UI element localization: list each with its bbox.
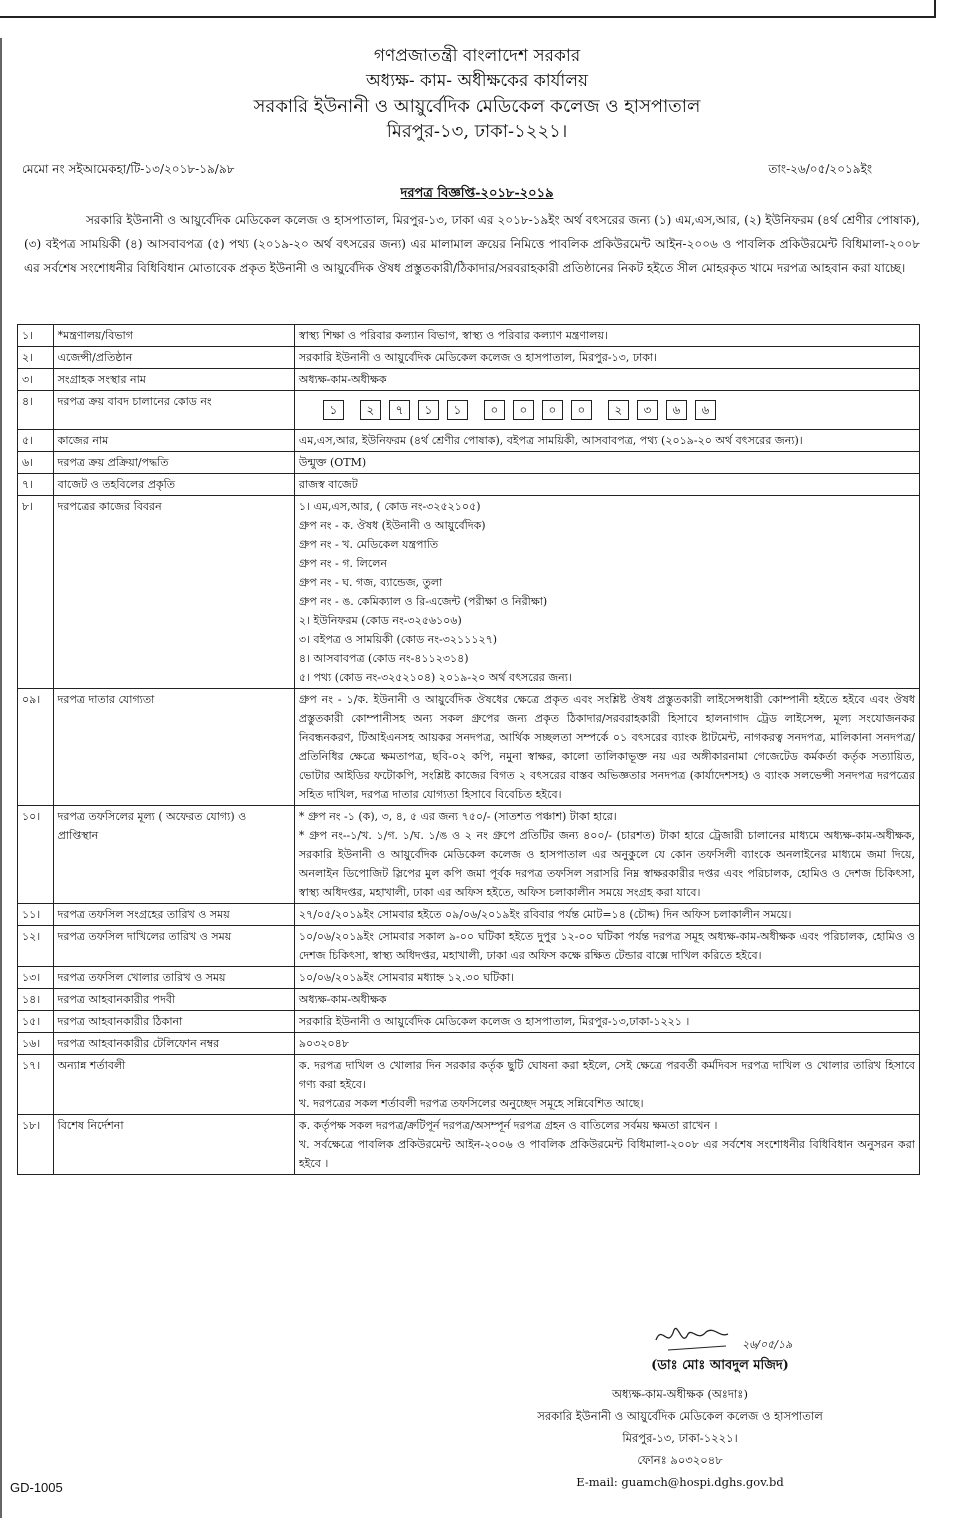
code-digit: ৭ bbox=[389, 400, 410, 420]
row-label: সংগ্রাহক সংস্থার নাম bbox=[53, 369, 294, 391]
table-row bbox=[18, 347, 920, 369]
code-digit: ২ bbox=[360, 400, 381, 420]
row-number: ৩। bbox=[18, 369, 54, 391]
row-number: ১। bbox=[18, 325, 54, 347]
memo-date: তাং-২৬/০৫/২০১৯ইং bbox=[768, 162, 872, 176]
table-row bbox=[18, 904, 920, 926]
code-digit: ০ bbox=[571, 400, 592, 420]
row-value: স্বাস্থ্য শিক্ষা ও পরিবার কল্যান বিভাগ, স্বাস্থ্য ও পরিবার কল্যাণ মন্ত্রণালয়। bbox=[294, 325, 919, 347]
table-row bbox=[18, 926, 920, 967]
row-number: ১৬। bbox=[18, 1033, 54, 1055]
code-digit: ৩ bbox=[637, 400, 658, 420]
row-number: ১৫। bbox=[18, 1011, 54, 1033]
row-number: ১৮। bbox=[18, 1115, 54, 1175]
row-number: ১০। bbox=[18, 806, 54, 904]
row-number: ১২। bbox=[18, 926, 54, 967]
instruction-line: ক. কর্তৃপক্ষ সকল দরপত্র/ক্রটিপূর্ন দরপত্র/অসম্পূর্ন দরপত্র গ্রহন ও বাতিলের সর্বময় ক্ষমতা রাখেন । bbox=[298, 1119, 718, 1132]
signatory-phone: ফোনঃ ৯০৩২০৪৮ bbox=[637, 1453, 723, 1467]
work-line: গ্রুপ নং - ঘ. গজ, ব্যান্ডেজ, তুলা bbox=[298, 576, 443, 589]
notice-title-text: দরপত্র বিজ্ঞপ্তি-২০১৮-২০১৯ bbox=[400, 186, 554, 201]
challan-code-boxes bbox=[323, 400, 915, 420]
row-label: দরপত্র তফসিলের মূল্য ( অফেরত যোগ্য) ও প্রাপ্তিস্থান bbox=[53, 806, 294, 904]
header-govt: গণপ্রজাতন্ত্রী বাংলাদেশ সরকার bbox=[373, 46, 581, 66]
row-label: বিশেষ নির্দেশনা bbox=[53, 1115, 294, 1175]
row-value: গ্রুপ নং - ১/ক. ইউনানী ও আয়ুর্বেদিক ঔষধের ক্ষেত্রে প্রকৃত এবং সংশ্লিষ্ট ঔষধ প্রস্তুতকারী লাইসেন্সধারী কোম্পানী হইতে হইবে এবং ঔষধ প্রস্তুতকারী কোম্পানীসহ অন্য সকল গ্রুপের জন্য প্রকৃত ঠিকাদার/সরবরাহকারী হিসাবে হালনাগাদ ট্রেড লাইসেন্স, মূল্য সংযোজনকর নিবন্ধনকরণ, টিআইএনসহ আয়কর সনদপত্র, আর্থিক সচ্ছলতা সম্পর্কে ০১ বৎসরের ব্যাংক ষ্টাটমেন্ট, নাগকরত্ব সনদপত্র, মালিকানা সনদপত্র/প্রতিনিধির ক্ষেত্রে ক্ষমতাপত্র, ছবি-০২ কপি, নমুনা স্বাক্ষর, কালো তালিকাভূক্ত নয় এর অঙ্গীকারনামা গেজেটেড কর্মকর্তা কর্তৃক সত্যায়িত, ভোটার আইডির ফটোকপি, সংশ্লিষ্ট কাজের বিগত ২ বৎসরের বাস্তব অভিজ্ঞতার সনদপত্র (কার্যাদেশসহ) ও ব্যাংক সলভেন্সী সনদপত্র দরপত্রের সহিত দাখিল, দরপত্র দাতার যোগ্যতা হিসাবে বিবেচিত হইবে। bbox=[294, 689, 919, 806]
document-code: GD-1005 bbox=[10, 1480, 63, 1495]
row-number: ৫। bbox=[18, 430, 54, 452]
row-label: কাজের নাম bbox=[53, 430, 294, 452]
work-line: গ্রুপ নং - খ. মেডিকেল যন্ত্রপাতি bbox=[298, 538, 439, 551]
row-value bbox=[294, 806, 919, 904]
row-value: ২৭/০৫/২০১৯ইং সোমবার হইতে ০৯/০৬/২০১৯ইং রবিবার পর্যন্ত মোট=১৪ (চৌদ্দ) দিন অফিস চলাকালীন সময়ে। bbox=[294, 904, 919, 926]
row-number: ৪। bbox=[18, 391, 54, 430]
row-number: ২। bbox=[18, 347, 54, 369]
row-value: অধ্যক্ষ-কাম-অধীক্ষক bbox=[294, 989, 919, 1011]
row-number: ১৭। bbox=[18, 1055, 54, 1115]
row-value bbox=[294, 1055, 919, 1115]
table-row bbox=[18, 989, 920, 1011]
row-value: ১০/০৬/২০১৯ইং সোমবার সকাল ৯-০০ ঘটিকা হইতে দুপুর ১২-০০ ঘটিকা পর্যন্ত দরপত্র সমূহ অধ্যক্ষ-কাম-অধীক্ষক এবং পরিচালক, হোমিও ও দেশজ চিকিৎসা, স্বাস্থ্য অধিদপ্তর, মহাখালী, ঢাকা এর অফিস কক্ষে রক্ষিত টেন্ডার বাক্সে দাখিল করিতে হইবে। bbox=[294, 926, 919, 967]
row-number: ৮। bbox=[18, 496, 54, 689]
row-label: দরপত্র ক্রয় প্রক্রিয়া/পদ্ধতি bbox=[53, 452, 294, 474]
code-digit: ০ bbox=[542, 400, 563, 420]
signatory-details bbox=[500, 1383, 860, 1493]
row-number: ১৩। bbox=[18, 967, 54, 989]
row-value bbox=[294, 1115, 919, 1175]
signatory-org: সরকারি ইউনানী ও আয়ুর্বেদিক মেডিকেল কলেজ ও হাসপাতাল bbox=[537, 1409, 823, 1423]
table-row bbox=[18, 1033, 920, 1055]
corner-mark-horizontal bbox=[0, 16, 936, 18]
row-value bbox=[294, 496, 919, 689]
table-row bbox=[18, 967, 920, 989]
row-number: ১১। bbox=[18, 904, 54, 926]
fee-line: * গ্রুপ নং--১/খ. ১/গ. ১/ঘ. ১/ঙ ও ২ নং গ্রুপে প্রতিটির জন্য ৪০০/- (চারশত) টাকা হারে ট্রেজারী চালানের মাধ্যমে অধ্যক্ষ-কাম-অধীক্ষক, সরকারি ইউনানী ও আয়ুর্বেদিক মেডিকেল কলেজ ও হাসপাতাল এর অনুকুলে যে কোন তফসিলী ব্যাংকে অনলাইনের মাধ্যমে জমা দিয়ে, অনলাইন ডিপোজিট স্লিপের মুল কপি জমা পূর্বক দরপত্র তফসিল সরাসরি নিম্ন স্বাক্ষরকারীর দপ্তর এবং পরিচালক, হোমিও ও দেশজ চিকিৎসা, স্বাস্থ্য অধিদপ্তর, মহাখালী, ঢাকা এর অফিস হইতে, অফিস চলাকালীন সময়ে সংগ্রহ করা যাবে। bbox=[298, 829, 915, 899]
row-value bbox=[294, 391, 919, 430]
row-label: দরপত্র আহবানকারীর পদবী bbox=[53, 989, 294, 1011]
work-line: ১। এম,এস,আর, ( কোড নং-৩২৫২১০৫) bbox=[298, 500, 481, 513]
condition-line: ক. দরপত্র দাখিল ও খোলার দিন সরকার কর্তৃক ছুটি ঘোষনা করা হইলে, সেই ক্ষেত্রে পরবর্তী কর্মদিবস দরপত্র দাখিল ও খোলার তারিখ হিসাবে গণ্য করা হইবে। bbox=[298, 1059, 915, 1091]
table-row bbox=[18, 496, 920, 689]
letterhead bbox=[0, 44, 954, 144]
header-address: মিরপুর-১৩, ঢাকা-১২২১। bbox=[386, 121, 568, 142]
code-digit: ১ bbox=[323, 400, 344, 420]
code-digit: ২ bbox=[608, 400, 629, 420]
table-row bbox=[18, 430, 920, 452]
table-row bbox=[18, 369, 920, 391]
code-digit: ১ bbox=[418, 400, 439, 420]
row-label: দরপত্র তফসিল খোলার তারিখ ও সময় bbox=[53, 967, 294, 989]
table-row bbox=[18, 1115, 920, 1175]
row-label: বাজেট ও তহবিলের প্রকৃতি bbox=[53, 474, 294, 496]
table-row bbox=[18, 452, 920, 474]
intro-paragraph: সরকারি ইউনানী ও আয়ুর্বেদিক মেডিকেল কলেজ ও হাসপাতাল, মিরপুর-১৩, ঢাকা এর ২০১৮-১৯ইং অর্থ বৎসরের জন্য (১) এম,এস,আর, (২) ইউনিফরম (৪র্থ শ্রেণীর পোষাক), (৩) বইপত্র সাময়িকী (৪) আসবাবপত্র (৫) পথ্য (২০১৯-২০ অর্থ বৎসরের জন্য) এর মালামাল ক্রয়ের নিমিত্তে পাবলিক প্রকিউরমেন্ট আইন-২০০৬ ও পাবলিক প্রকিউরমেন্ট বিধিমালা-২০০৮ এর সর্বশেষ সংশোধনীর বিধিবিধান মোতাবেক প্রকৃত ইউনানী ও আয়ুর্বেদিক ঔষধ প্রস্তুতকারী/ঠিকাদার/সরবরাহকারী প্রতিষ্ঠানের নিকট হইতে সীল মোহরকৃত খামে দরপত্র আহবান করা যাচ্ছে। bbox=[24, 213, 920, 275]
work-line: গ্রুপ নং - ঙ. কেমিক্যাল ও রি-এজেন্ট (পরীক্ষা ও নিরীক্ষা) bbox=[298, 595, 548, 608]
tender-details-table bbox=[17, 324, 920, 1175]
row-value: রাজস্ব বাজেট bbox=[294, 474, 919, 496]
instruction-line: খ. সর্বক্ষেত্রে পাবলিক প্রকিউরমেন্ট আইন-২০০৬ ও পাবলিক প্রকিউরমেন্ট বিধিমালা-২০০৮ এর সর্বশেষ সংশোধনীর বিধিবিধান অনুসরন করা হইবে । bbox=[298, 1138, 915, 1170]
signatory-name: (ডাঃ মোঃ আবদুল মজিদ) bbox=[651, 1358, 789, 1373]
fee-line: * গ্রুপ নং -১ (ক), ৩, ৪, ৫ এর জন্য ৭৫০/- (সাতশত পঞ্চাশ) টাকা হারে। bbox=[298, 810, 617, 823]
row-label: *মন্ত্রণালয়/বিভাগ bbox=[53, 325, 294, 347]
row-label: দরপত্র আহবানকারীর টেলিফোন নম্বর bbox=[53, 1033, 294, 1055]
row-label: দরপত্র দাতার যোগ্যতা bbox=[53, 689, 294, 806]
code-digit: ০ bbox=[484, 400, 505, 420]
row-value: ১০/০৬/২০১৯ইং সোমবার মধ্যাহ্ন ১২.৩০ ঘটিকা। bbox=[294, 967, 919, 989]
table-row bbox=[18, 325, 920, 347]
row-label: দরপত্র তফসিল দাখিলের তারিখ ও সময় bbox=[53, 926, 294, 967]
work-line: গ্রুপ নং - গ. লিলেন bbox=[298, 557, 387, 570]
work-line: ৪। আসবাবপত্র (কোড নং-৪১১২৩১৪) bbox=[298, 652, 469, 665]
memo-number: মেমো নং সইআমেকহা/টি-১৩/২০১৮-১৯/৯৮ bbox=[22, 162, 235, 176]
header-institution: সরকারি ইউনানী ও আয়ুর্বেদিক মেডিকেল কলেজ ও হাসপাতাল bbox=[253, 96, 701, 117]
row-number: ০৯। bbox=[18, 689, 54, 806]
condition-line: খ. দরপত্রের সকল শর্তাবলী দরপত্র তফসিলের অনুচ্ছেদ সমূহে সন্নিবেশিত আছে। bbox=[298, 1097, 644, 1110]
row-label: দরপত্র ক্রয় বাবদ চালানের কোড নং bbox=[53, 391, 294, 430]
table-row bbox=[18, 1011, 920, 1033]
table-row bbox=[18, 1055, 920, 1115]
table-row bbox=[18, 689, 920, 806]
row-number: ১৪। bbox=[18, 989, 54, 1011]
row-label: এজেন্সী/প্রতিষ্ঠান bbox=[53, 347, 294, 369]
row-value: ৯০৩২০৪৮ bbox=[294, 1033, 919, 1055]
signature-date: ২৬/০৫/১৯ bbox=[742, 1338, 793, 1351]
row-label: দরপত্রের কাজের বিবরন bbox=[53, 496, 294, 689]
signatory-designation: অধ্যক্ষ-কাম-অধীক্ষক (অঃদাঃ) bbox=[612, 1387, 748, 1401]
row-value: সরকারি ইউনানী ও আয়ুর্বেদিক মেডিকেল কলেজ ও হাসপাতাল, মিরপুর-১৩, ঢাকা। bbox=[294, 347, 919, 369]
code-digit: ০ bbox=[513, 400, 534, 420]
signatory-address: মিরপুর-১৩, ঢাকা-১২২১। bbox=[622, 1431, 738, 1445]
row-label: অন্যান্ন শর্তাবলী bbox=[53, 1055, 294, 1115]
signatory-email: E-mail: guamch@hospi.dghs.gov.bd bbox=[576, 1475, 784, 1489]
row-value: উন্মুক্ত (OTM) bbox=[294, 452, 919, 474]
header-office: অধ্যক্ষ- কাম- অধীক্ষকের কার্যালয় bbox=[365, 71, 589, 91]
work-line: ৩। বইপত্র ও সাময়িকী (কোড নং-৩২১১১২৭) bbox=[298, 633, 498, 646]
row-number: ৬। bbox=[18, 452, 54, 474]
work-line: ২। ইউনিফরম (কোড নং-৩২৫৬১০৬) bbox=[298, 614, 462, 627]
table-row bbox=[18, 806, 920, 904]
row-label: দরপত্র আহবানকারীর ঠিকানা bbox=[53, 1011, 294, 1033]
page-edge bbox=[0, 38, 2, 1518]
row-number: ৭। bbox=[18, 474, 54, 496]
notice-title bbox=[0, 184, 954, 205]
row-value: সরকারি ইউনানী ও আয়ুর্বেদিক মেডিকেল কলেজ ও হাসপাতাল, মিরপুর-১৩,ঢাকা-১২২১ । bbox=[294, 1011, 919, 1033]
table-row bbox=[18, 391, 920, 430]
row-value: অধ্যক্ষ-কাম-অধীক্ষক bbox=[294, 369, 919, 391]
code-digit: ১ bbox=[447, 400, 468, 420]
code-digit: ৬ bbox=[666, 400, 687, 420]
table-row bbox=[18, 474, 920, 496]
work-line: গ্রুপ নং - ক. ঔষধ (ইউনানী ও আয়ুর্বেদিক) bbox=[298, 519, 486, 532]
row-label: দরপত্র তফসিল সংগ্রহের তারিখ ও সময় bbox=[53, 904, 294, 926]
work-line: ৫। পথ্য (কোড নং-৩২৫২১০৪) ২০১৯-২০ অর্থ বৎসরের জন্য। bbox=[298, 671, 572, 684]
row-value: এম,এস,আর, ইউনিফরম (৪র্থ শ্রেণীর পোষাক), বইপত্র সাময়িকী, আসবাবপত্র, পথ্য (২০১৯-২০ অর্থ বৎসরের জন্য)। bbox=[294, 430, 919, 452]
code-digit: ৬ bbox=[695, 400, 716, 420]
